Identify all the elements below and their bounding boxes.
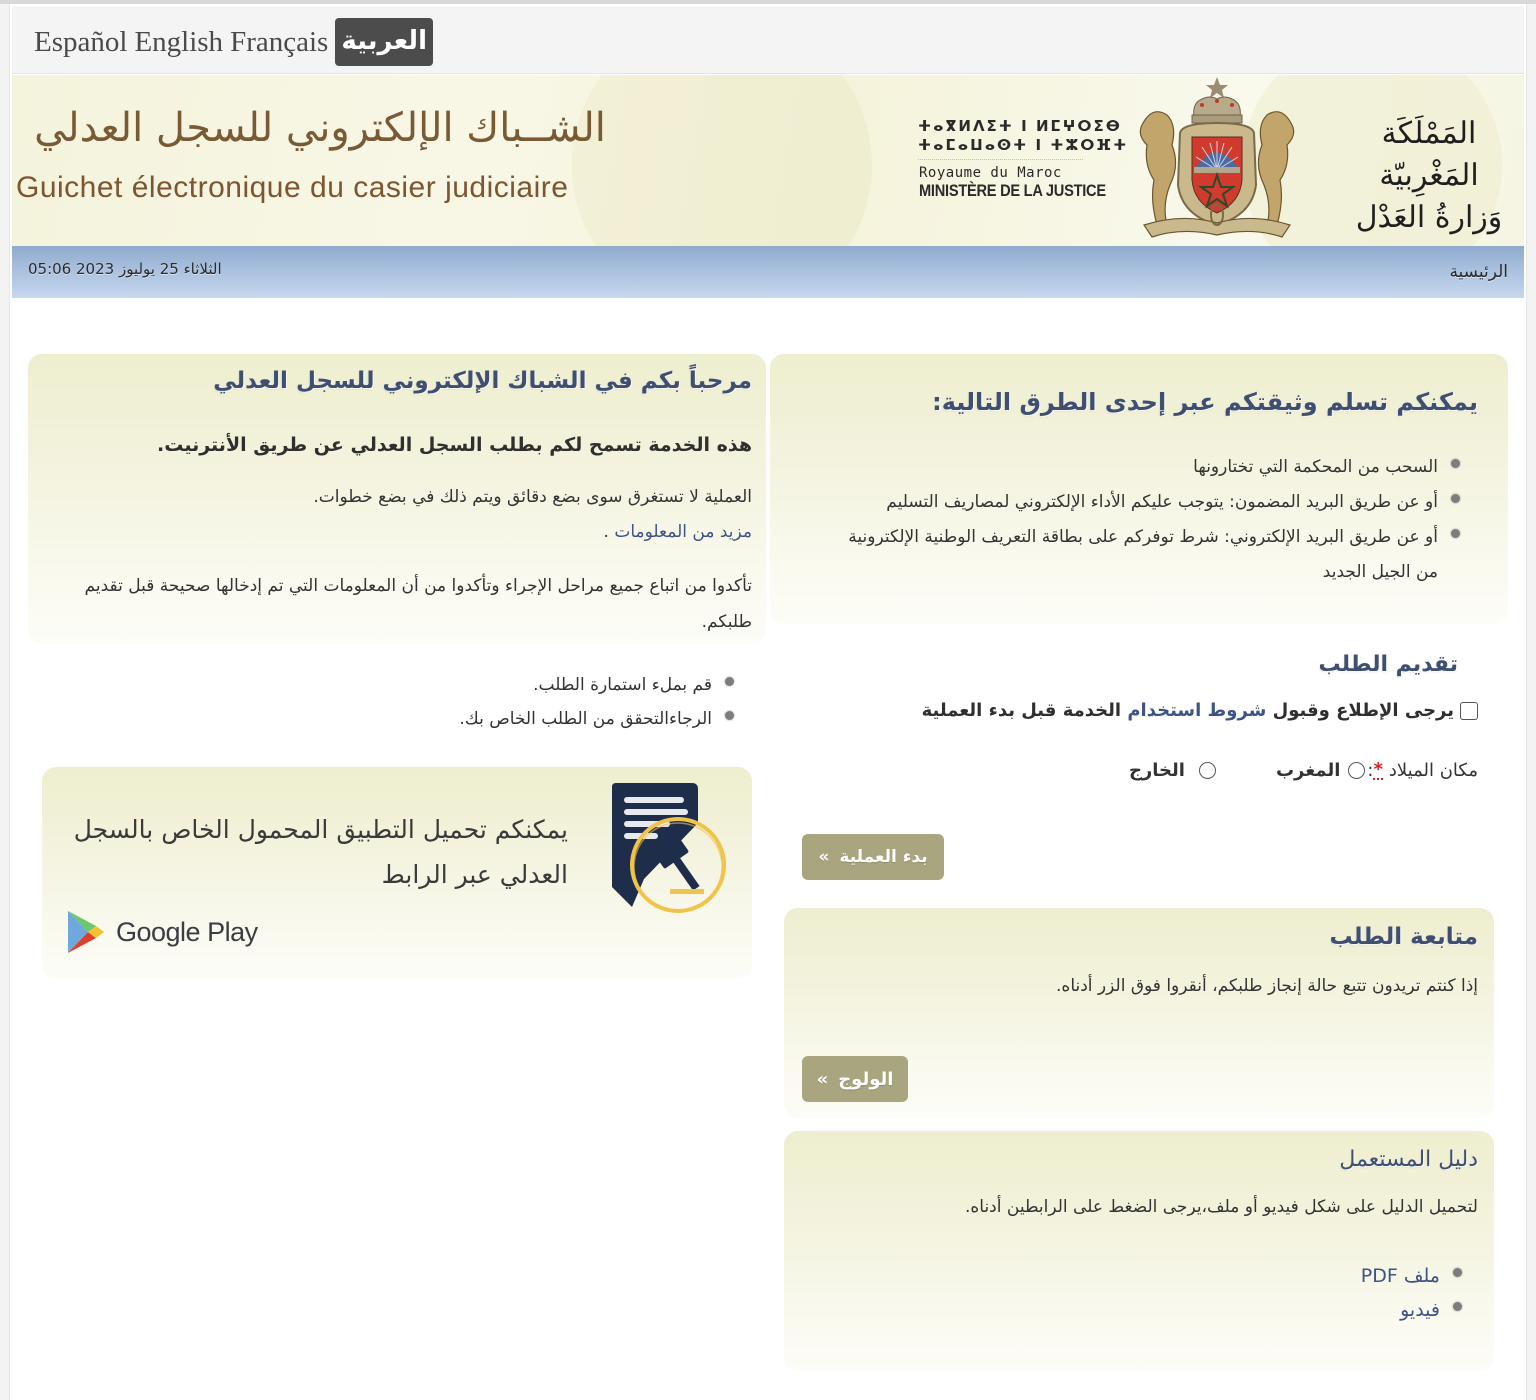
login-label: الولوج xyxy=(838,1068,894,1090)
pdf-guide-link[interactable]: ملف PDF xyxy=(1360,1265,1440,1287)
google-play-label: Google Play xyxy=(116,916,258,947)
ministry-name-arabic: وَزارةُ العَدْل xyxy=(1355,200,1503,235)
header-banner xyxy=(12,75,1524,247)
birthplace-morocco-label[interactable]: المغرب xyxy=(1275,760,1341,781)
terms-of-use-link[interactable]: شروط استخدام xyxy=(1127,700,1267,721)
lang-arabic-active[interactable]: العربية xyxy=(335,18,433,66)
delivery-method-item: السحب من المحكمة التي تختارونها xyxy=(840,450,1460,485)
terms-row xyxy=(922,700,1478,721)
user-guide-text: لتحميل الدليل على شكل فيديو أو ملف،يرجى الضغط على الرابطين أدناه. xyxy=(964,1197,1478,1217)
step-item: قم بملء استمارة الطلب. xyxy=(459,668,734,702)
terms-label xyxy=(922,700,1454,721)
ministry-name-tifinagh xyxy=(918,117,1128,155)
lang-english[interactable]: English xyxy=(134,25,224,58)
lang-francais[interactable]: Français xyxy=(230,25,329,58)
double-chevron-icon: » xyxy=(816,1068,829,1090)
tifinagh-line-1: ⵜⴰⴳⵍⴷⵉⵜ ⵏ ⵍⵎⵖⵔⵉⴱ xyxy=(918,117,1122,135)
tifinagh-line-2: ⵜⴰⵎⴰⵡⴰⵙⵜ ⵏ ⵜⵣⵔⴼⵜ xyxy=(918,136,1129,154)
welcome-panel xyxy=(28,354,766,644)
divider xyxy=(918,159,1083,160)
start-process-button[interactable] xyxy=(802,834,944,880)
birthplace-label: مكان الميلاد xyxy=(1388,760,1478,781)
left-page-edge xyxy=(0,4,10,1400)
birthplace-morocco-radio[interactable] xyxy=(1348,762,1365,779)
google-play-icon xyxy=(66,909,106,955)
site-title-arabic: الشــباك الإلكتروني للسجل العدلي xyxy=(34,105,606,151)
video-guide-link[interactable]: فيديو xyxy=(1400,1299,1440,1321)
google-play-link[interactable] xyxy=(66,909,258,955)
lang-espanol[interactable]: Español xyxy=(34,25,128,58)
track-request-title: متابعة الطلب xyxy=(1329,924,1478,950)
language-bar xyxy=(12,6,1524,74)
birthplace-abroad-label[interactable]: الخارج xyxy=(1128,760,1185,781)
royaume-du-maroc-label: Royaume du Maroc xyxy=(919,165,1062,181)
nav-bar xyxy=(12,246,1524,298)
welcome-paragraph-1: العملية لا تستغرق سوى بضع دقائق ويتم ذلك في بضع خطوات. xyxy=(313,487,752,507)
user-guide-panel xyxy=(784,1131,1494,1371)
birthplace-abroad-radio[interactable] xyxy=(1199,762,1216,779)
terms-prefix: يرجى الإطلاع وقبول xyxy=(1266,700,1454,721)
current-datetime: الثلاثاء 25 يوليوز 2023 05:06 xyxy=(28,260,222,278)
nav-home-link[interactable]: الرئيسية xyxy=(1449,262,1508,282)
delivery-methods-list xyxy=(840,450,1460,590)
birthplace-colon: : xyxy=(1367,760,1374,781)
language-switcher xyxy=(34,18,433,66)
delivery-methods-title: يمكنكم تسلم وثيقتكم عبر إحدى الطرق التالية: xyxy=(932,388,1478,416)
terms-suffix: الخدمة قبل بدء العملية xyxy=(921,700,1128,721)
welcome-subtitle: هذه الخدمة تسمح لكم بطلب السجل العدلي عن طريق الأنترنيت. xyxy=(157,434,752,456)
step-item: الرجاءالتحقق من الطلب الخاص بك. xyxy=(459,702,734,736)
delivery-method-item: أو عن طريق البريد الإلكتروني: شرط توفركم على بطاقة التعريف الوطنية الإلكترونية من الجيل الجديد xyxy=(840,520,1460,590)
right-scrollbar-track[interactable] xyxy=(1526,4,1536,1400)
user-guide-title: دليل المستعمل xyxy=(1339,1147,1478,1172)
terms-checkbox[interactable] xyxy=(1460,702,1478,720)
coat-of-arms-icon xyxy=(1122,75,1312,247)
delivery-method-item: أو عن طريق البريد المضمون: يتوجب عليكم الأداء الإلكتروني لمصاريف التسليم xyxy=(840,485,1460,520)
start-process-label: بدء العملية xyxy=(839,847,928,867)
mobile-app-text: يمكنكم تحميل التطبيق المحمول الخاص بالسجل العدلي عبر الرابط xyxy=(73,815,568,889)
welcome-paragraph-2: تأكدوا من اتباع جميع مراحل الإجراء وتأكدوا من أن المعلومات التي تم إدخالها صحيحة قبل تقديم طلبكم. xyxy=(84,576,752,632)
more-info-link[interactable]: مزيد من المعلومات xyxy=(614,522,752,542)
double-chevron-icon: » xyxy=(818,847,830,867)
welcome-title: مرحباً بكم في الشباك الإلكتروني للسجل العدلي xyxy=(213,368,752,394)
required-asterisk: * xyxy=(1373,758,1383,780)
banner-decoration xyxy=(572,75,872,247)
birthplace-row xyxy=(1129,760,1478,781)
ministere-label: MINISTÈRE DE LA JUSTICE xyxy=(919,181,1106,200)
judicial-record-app-icon[interactable] xyxy=(604,783,730,917)
site-title-french: Guichet électronique du casier judiciaire xyxy=(16,171,569,204)
submit-request-title: تقديم الطلب xyxy=(1318,652,1458,677)
more-info-suffix: . xyxy=(603,522,615,542)
window-top-border xyxy=(0,0,1536,4)
user-guide-links xyxy=(1361,1259,1462,1327)
login-button[interactable] xyxy=(802,1056,908,1102)
kingdom-name-arabic: المَمْلَكَة المَغْرِبيّة xyxy=(1379,116,1479,193)
kingdom-ministry-arabic xyxy=(1334,113,1524,239)
delivery-methods-panel xyxy=(770,354,1508,624)
more-info-line xyxy=(604,522,752,542)
mobile-app-panel xyxy=(42,767,752,979)
track-request-panel xyxy=(784,908,1494,1118)
steps-list xyxy=(459,668,734,736)
track-request-text: إذا كنتم تريدون تتبع حالة إنجاز طلبكم، أنقروا فوق الزر أدناه. xyxy=(1056,976,1478,996)
